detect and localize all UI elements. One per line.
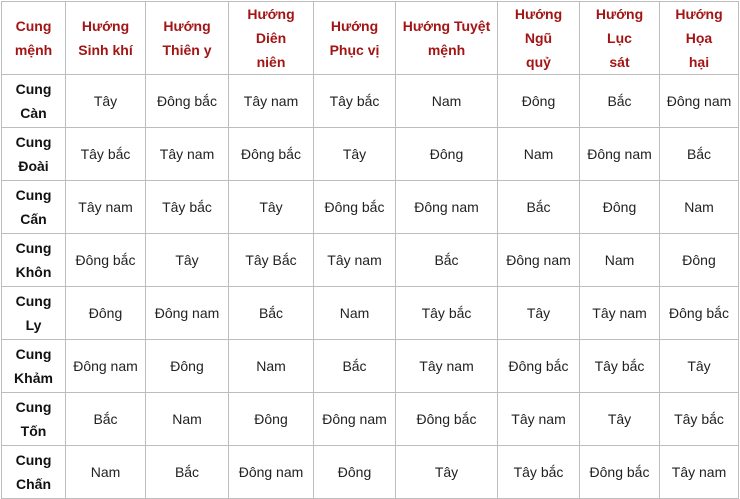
row-cung-label: Cung Cấn (2, 181, 66, 234)
table-cell: Tây bắc (314, 75, 396, 128)
row-cung-label: Cung Chấn (2, 446, 66, 499)
header-row (2, 2, 739, 75)
table-cell: Đông (229, 393, 314, 446)
table-cell: Tây nam (660, 446, 739, 499)
table-cell: Đông (314, 446, 396, 499)
table-cell: Đông bắc (229, 128, 314, 181)
table-cell: Đông (396, 128, 498, 181)
table-cell: Đông bắc (660, 287, 739, 340)
table-cell: Tây nam (66, 181, 146, 234)
table-cell: Tây bắc (498, 446, 580, 499)
table-cell: Đông (660, 234, 739, 287)
table-cell: Đông bắc (580, 446, 660, 499)
table-cell: Đông nam (580, 128, 660, 181)
table-cell: Nam (146, 393, 229, 446)
table-cell: Đông (66, 287, 146, 340)
table-cell: Tây (229, 181, 314, 234)
table-cell: Đông nam (146, 287, 229, 340)
table-cell: Tây (396, 446, 498, 499)
row-cung-label: Cung Khôn (2, 234, 66, 287)
table-cell: Bắc (229, 287, 314, 340)
table-cell: Bắc (396, 234, 498, 287)
table-cell: Tây (66, 75, 146, 128)
table-cell: Đông bắc (66, 234, 146, 287)
table-cell: Tây nam (146, 128, 229, 181)
table-cell: Nam (498, 128, 580, 181)
row-cung-label: Cung Khảm (2, 340, 66, 393)
table-cell: Đông nam (396, 181, 498, 234)
row-cung-label: Cung Đoài (2, 128, 66, 181)
table-cell: Nam (580, 234, 660, 287)
row-cung-label: Cung Ly (2, 287, 66, 340)
table-cell: Đông bắc (498, 340, 580, 393)
header-phuc-vi: Hướng Phục vị (314, 2, 396, 75)
table-cell: Nam (229, 340, 314, 393)
table-cell: Nam (314, 287, 396, 340)
table-row (2, 393, 739, 446)
table-cell: Bắc (146, 446, 229, 499)
table-cell: Nam (66, 446, 146, 499)
table-cell: Đông (580, 181, 660, 234)
table-cell: Nam (660, 181, 739, 234)
table-cell: Đông bắc (314, 181, 396, 234)
header-thien-y: Hướng Thiên y (146, 2, 229, 75)
header-luc-sat: Hướng Lục sát (580, 2, 660, 75)
table-cell: Bắc (660, 128, 739, 181)
table-cell: Đông bắc (396, 393, 498, 446)
table-cell: Đông nam (314, 393, 396, 446)
row-cung-label: Cung Càn (2, 75, 66, 128)
table-row (2, 75, 739, 128)
table-cell: Bắc (66, 393, 146, 446)
table-row (2, 287, 739, 340)
table-cell: Tây (580, 393, 660, 446)
header-tuyet-menh: Hướng Tuyệt mệnh (396, 2, 498, 75)
table-cell: Tây bắc (66, 128, 146, 181)
table-cell: Tây bắc (146, 181, 229, 234)
table-cell: Đông nam (229, 446, 314, 499)
row-cung-label: Cung Tốn (2, 393, 66, 446)
table-row (2, 181, 739, 234)
table-cell: Tây nam (314, 234, 396, 287)
table-cell: Tây (660, 340, 739, 393)
table-cell: Tây bắc (396, 287, 498, 340)
table-cell: Đông nam (66, 340, 146, 393)
table-cell: Tây nam (580, 287, 660, 340)
table-cell: Tây bắc (580, 340, 660, 393)
header-hoa-hai: Hướng Họa hại (660, 2, 739, 75)
table-cell: Bắc (498, 181, 580, 234)
header-sinh-khi: Hướng Sinh khí (66, 2, 146, 75)
table-cell: Đông (146, 340, 229, 393)
table-row (2, 340, 739, 393)
directions-table (1, 1, 739, 499)
header-cung-menh: Cung mệnh (2, 2, 66, 75)
header-dien-nien: Hướng Diên niên (229, 2, 314, 75)
table-cell: Tây (498, 287, 580, 340)
table-cell: Đông nam (660, 75, 739, 128)
table-cell: Tây (146, 234, 229, 287)
table-row (2, 128, 739, 181)
table-cell: Tây nam (396, 340, 498, 393)
table-row (2, 446, 739, 499)
table-cell: Bắc (580, 75, 660, 128)
header-ngu-quy: Hướng Ngũ quỷ (498, 2, 580, 75)
table-row (2, 234, 739, 287)
table-cell: Tây (314, 128, 396, 181)
table-cell: Tây Bắc (229, 234, 314, 287)
table-container (1, 1, 739, 492)
table-cell: Nam (396, 75, 498, 128)
table-cell: Tây nam (498, 393, 580, 446)
table-cell: Đông (498, 75, 580, 128)
table-cell: Tây nam (229, 75, 314, 128)
table-cell: Đông nam (498, 234, 580, 287)
table-cell: Đông bắc (146, 75, 229, 128)
table-cell: Tây bắc (660, 393, 739, 446)
table-cell: Bắc (314, 340, 396, 393)
